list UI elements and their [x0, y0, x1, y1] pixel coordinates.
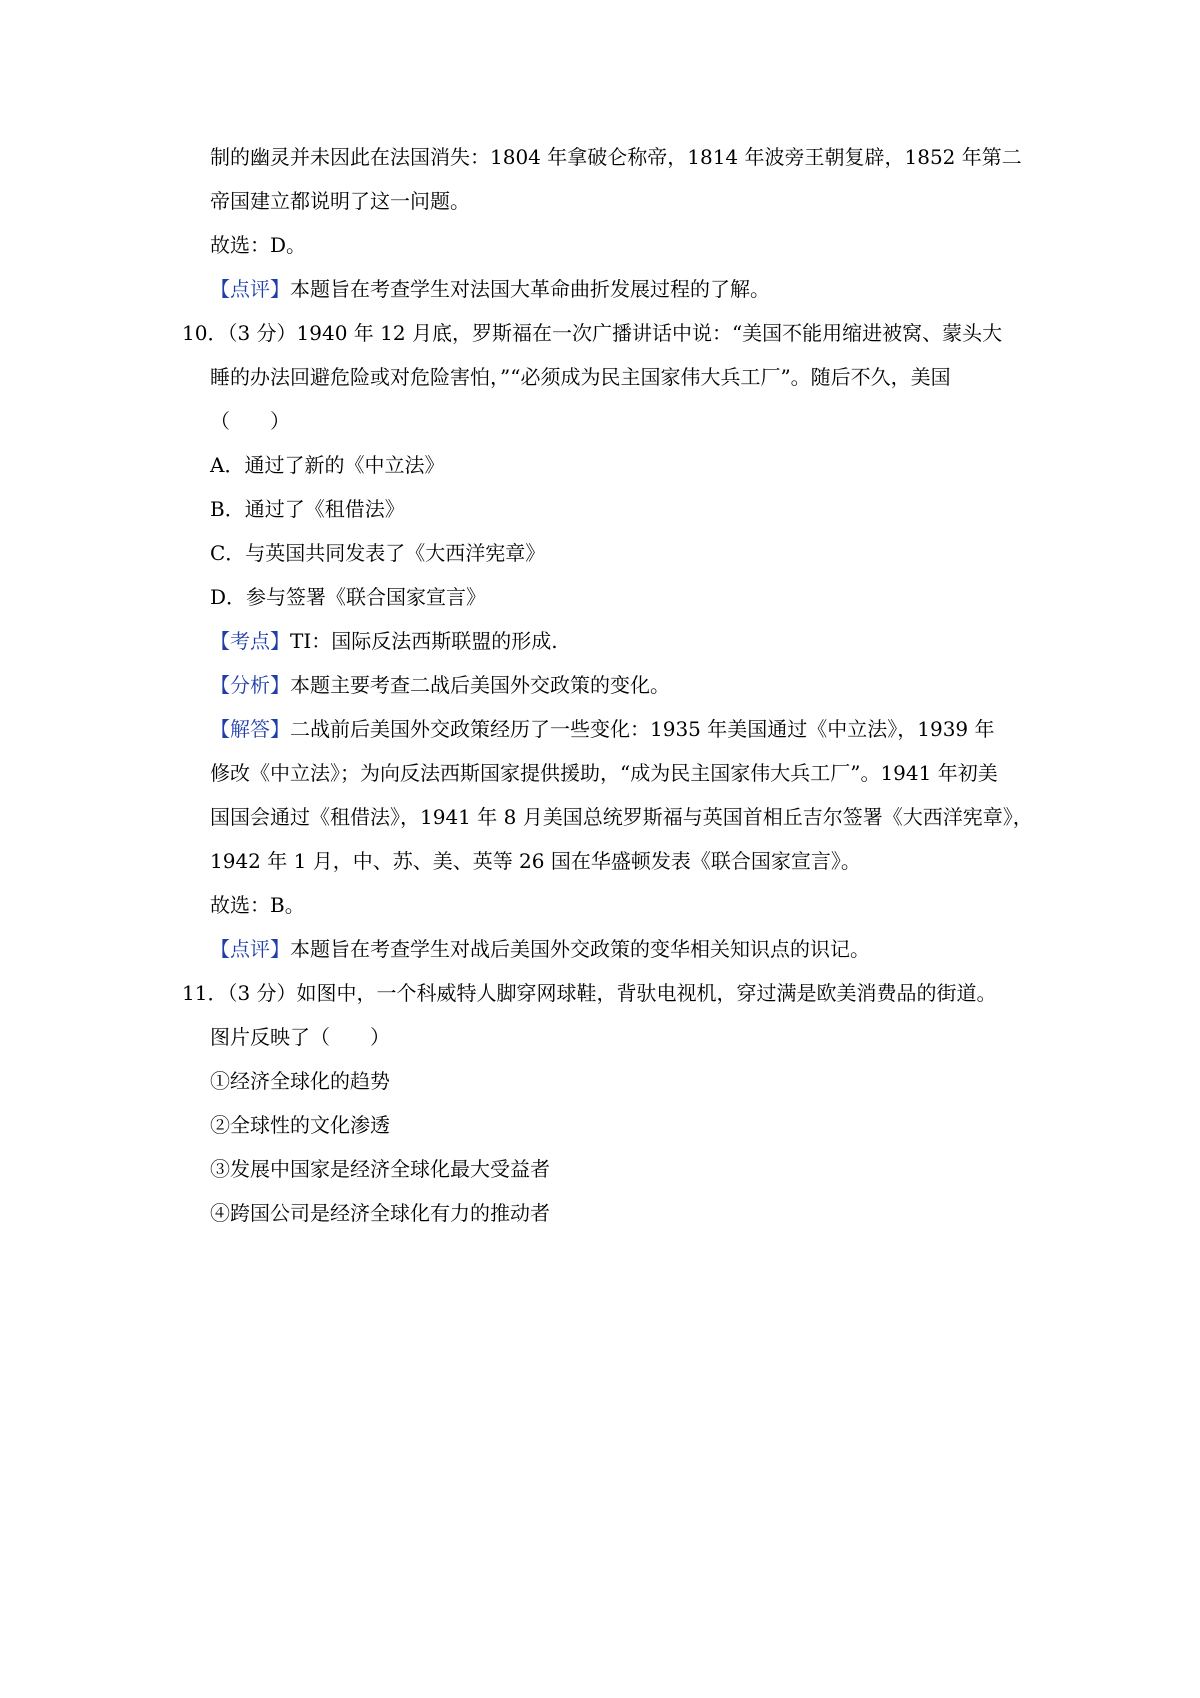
solution-line-4: 1942 年 1 月，中、苏、美、英等 26 国在华盛顿发表《联合国家宣言》。: [210, 849, 861, 873]
analysis: [210, 671, 1030, 699]
solution-line-3: 国国会通过《租借法》，1941 年 8 月美国总统罗斯福与英国首相丘吉尔签署《大西洋宪章》，: [210, 805, 1033, 829]
review-text-10: 本题旨在考查学生对战后美国外交政策的变华相关知识点的识记。: [290, 937, 870, 961]
review-label-10: 【点评】: [210, 937, 290, 961]
question-10-review: [210, 935, 1030, 963]
review-text: 本题旨在考查学生对法国大革命曲折发展过程的了解。: [290, 277, 770, 301]
analysis-label: 【分析】: [210, 673, 290, 697]
continuation-answer: 故选：D。: [210, 233, 307, 257]
statement-2: ②全球性的文化渗透: [210, 1113, 390, 1137]
solution-line-1: [210, 715, 1030, 743]
question-10-line-2: 睡的办法回避危险或对危险害怕，”“必须成为民主国家伟大兵工厂”。随后不久，美国: [210, 365, 951, 389]
question-10-line-3: （ ）: [210, 409, 290, 433]
option-d: D．参与签署《联合国家宣言》: [210, 585, 487, 609]
question-10-line-1: 10．（3 分）1940 年 12 月底，罗斯福在一次广播讲话中说：“美国不能用缩进被窝、蒙头大: [182, 321, 1003, 345]
option-c: C．与英国共同发表了《大西洋宪章》: [210, 541, 546, 565]
point-label: 【考点】: [210, 629, 290, 653]
continuation-line-2: 帝国建立都说明了这一问题。: [210, 189, 470, 213]
solution-text-1: 二战前后美国外交政策经历了一些变化：1935 年美国通过《中立法》，1939 年: [290, 717, 995, 741]
question-11-line-2: 图片反映了（ ）: [210, 1025, 390, 1049]
point-text: TI：国际反法西斯联盟的形成.: [290, 629, 558, 653]
question-11-line-1: 11．（3 分）如图中，一个科威特人脚穿网球鞋，背驮电视机，穿过满是欧美消费品的街道。: [182, 981, 997, 1005]
option-a: A．通过了新的《中立法》: [210, 453, 445, 477]
knowledge-point: [210, 627, 1030, 655]
continuation-review: [210, 275, 1030, 303]
statement-3: ③发展中国家是经济全球化最大受益者: [210, 1157, 550, 1181]
review-label: 【点评】: [210, 277, 290, 301]
question-10-answer: 故选：B。: [210, 893, 305, 917]
continuation-line-1: 制的幽灵并未因此在法国消失：1804 年拿破仑称帝，1814 年波旁王朝复辟，1852 年第二: [210, 145, 1022, 169]
solution-line-2: 修改《中立法》；为向反法西斯国家提供援助，“成为民主国家伟大兵工厂”。1941 年初美: [210, 761, 998, 785]
statement-4: ④跨国公司是经济全球化有力的推动者: [210, 1201, 550, 1225]
analysis-text: 本题主要考查二战后美国外交政策的变化。: [290, 673, 670, 697]
solution-label: 【解答】: [210, 717, 290, 741]
statement-1: ①经济全球化的趋势: [210, 1069, 390, 1093]
option-b: B．通过了《租借法》: [210, 497, 405, 521]
